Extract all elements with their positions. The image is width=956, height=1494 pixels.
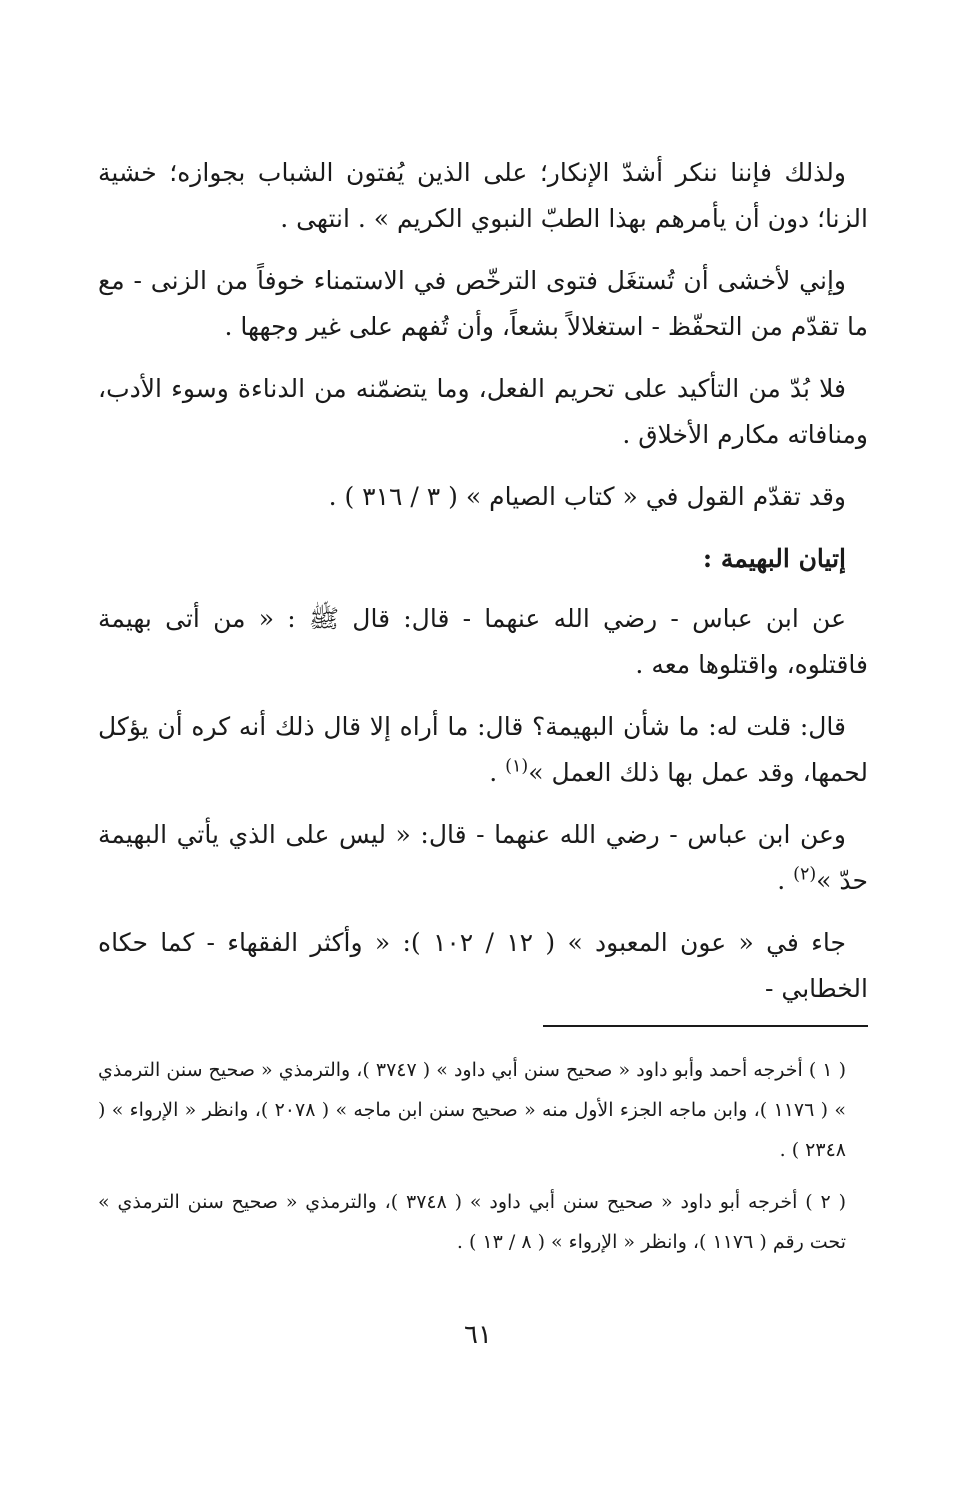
footnotes	[98, 1050, 868, 1274]
paragraph	[98, 920, 868, 1012]
section-heading: إتيان البهيمة :	[702, 544, 846, 573]
paragraph-tail: .	[777, 866, 794, 895]
footnote: ( ١ ) أخرجه أحمد وأبو داود « صحيح سنن أبي داود » ( ٣٧٤٧ )، والترمذي « صحيح سنن الترمذي » ( ١١٧٦ )، وابن ماجه الجزء الأول منه « صحيح سنن ابن ماجه » ( ٢٠٧٨ )، وانظر « الإرواء » ( ٢٣٤٨ ) .	[98, 1059, 847, 1161]
footnote-marker: (٢)	[793, 864, 817, 885]
paragraph	[98, 150, 868, 242]
paragraph-tail: .	[489, 758, 506, 787]
paragraph	[98, 596, 868, 688]
paragraph	[98, 704, 868, 796]
page-number: ٦١	[464, 1320, 492, 1350]
main-text	[98, 150, 868, 1028]
paragraph-text: وعن ابن عباس - رضي الله عنهما - قال: « ليس على الذي يأتي البهيمة حدّ »	[98, 820, 868, 895]
paragraph-text: وقد تقدّم القول في « كتاب الصيام » ( ٣ / ٣١٦ ) .	[328, 482, 846, 511]
paragraph-text: عن ابن عباس - رضي الله عنهما - قال: قال ﷺ : « من أتى بهيمة فاقتلوه، واقتلوها معه .	[98, 604, 868, 679]
paragraph	[98, 812, 868, 904]
paragraph	[98, 258, 868, 350]
paragraph-text: جاء في « عون المعبود » ( ١٢ / ١٠٢ ): « وأكثر الفقهاء - كما حكاه الخطابي -	[98, 928, 868, 1003]
footnote: ( ٢ ) أخرجه أبو داود « صحيح سنن أبي داود » ( ٣٧٤٨ )، والترمذي « صحيح سنن الترمذي » تحت رقم ( ١١٧٦ )، وانظر « الإرواء » ( ٨ / ١٣ ) .	[98, 1191, 846, 1253]
paragraph-text: ولذلك فإننا ننكر أشدّ الإنكار؛ على الذين يُفتون الشباب بجوازه؛ خشية الزنا؛ دون أن يأمرهم بهذا الطبّ النبوي الكريم » . انتهى .	[98, 158, 868, 233]
paragraph-text: فلا بُدّ من التأكيد على تحريم الفعل، وما يتضمّنه من الدناءة وسوء الأدب، ومنافاته مكارم الأخلاق .	[98, 374, 868, 449]
footnote-marker: (١)	[505, 756, 529, 777]
footnote-separator	[543, 1025, 868, 1027]
paragraph	[98, 474, 868, 520]
paragraph-text: قال: قلت له: ما شأن البهيمة؟ قال: ما أراه إلا قال ذلك أنه كره أن يؤكل لحمها، وقد عمل بها ذلك العمل »	[98, 712, 868, 787]
paragraph	[98, 366, 868, 458]
paragraph-text: وإني لأخشى أن تُستغَل فتوى الترخّص في الاستمناء خوفاً من الزنى - مع ما تقدّم من التحفّظ - استغلالاً بشعاً، وأن تُفهم على غير وجهها .	[98, 266, 868, 341]
